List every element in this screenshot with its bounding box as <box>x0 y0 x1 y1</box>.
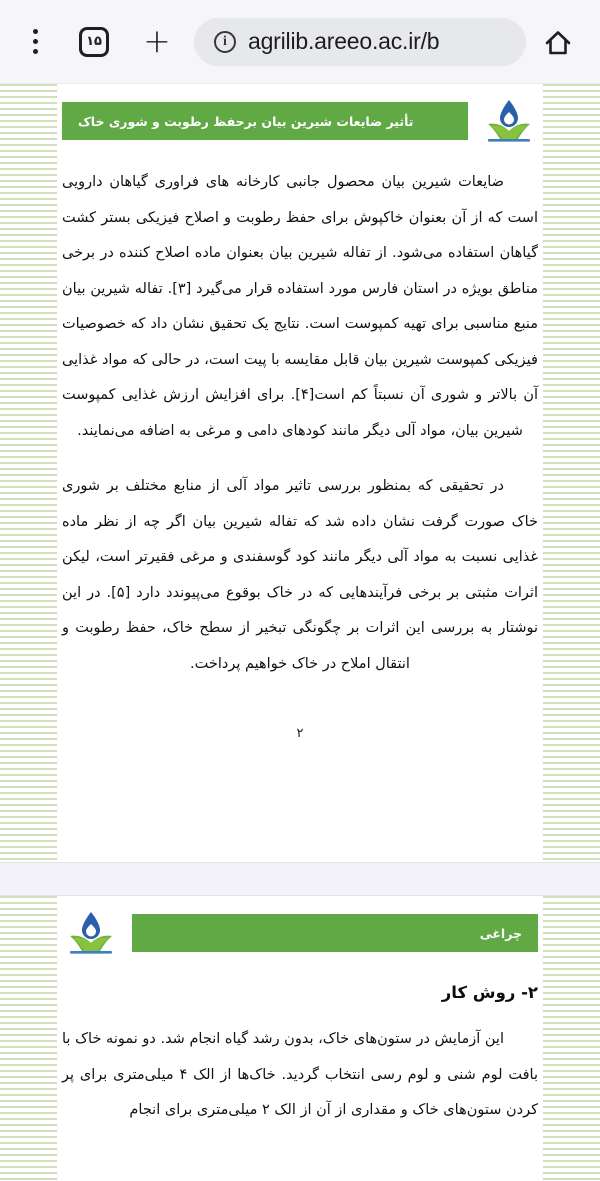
tab-counter-button[interactable] <box>66 20 122 64</box>
page-separator <box>0 862 600 896</box>
pdf-page <box>0 84 600 862</box>
address-bar[interactable] <box>194 18 526 66</box>
page-number: ۲ <box>296 726 304 742</box>
body-paragraph: این آزمایش در ستون‌های خاک، بدون رشد گیاه انجام شد. دو نمونه خاک با بافت لوم شنی و لوم رسی انتخاب گردید. خاک‌ها از الک ۴ میلی‌متری برای پر کردن ستون‌های خاک و مقداری از آن از الک ۲ میلی‌متری برای انجام <box>62 1031 538 1119</box>
running-head-banner <box>132 914 538 952</box>
running-head <box>62 97 538 145</box>
running-head-banner <box>62 102 468 140</box>
section-heading: ۲- روش کار <box>441 983 538 1002</box>
menu-dot <box>33 29 38 34</box>
agrilib-logo <box>62 910 120 956</box>
body-paragraph: در تحقیقی که بمنظور بررسی تاثیر مواد آلی از منابع مختلف بر شوری خاک صورت گرفت نشان داده شد که تفاله شیرین بیان اگر چه از نظر ماده غذایی نسبت به مواد آلی دیگر مانند کود گوسفندی و مرغی فقیرتر است، لیکن اثرات مثبتی بر برخی فرآیندهایی که در خاک بوقوع می‌پیوندد دارد [۵]. در این نوشتار به بررسی این اثرات بر چگونگی تبخیر از سطح خاک، حفظ رطوبت و انتقال املاح در خاک خواهیم پرداخت. <box>62 478 538 672</box>
page-content <box>0 97 600 811</box>
menu-dot <box>33 49 38 54</box>
body-paragraph: ضایعات شیرین بیان محصول جانبی کارخانه های فراوری گیاهان دارویی است که از آن بعنوان خاکپوش برای حفظ رطوبت و اصلاح فیزیکی بستر کشت گیاهان استفاده می‌شود. از تفاله شیرین بیان بعنوان ماده اصلاح کننده در برخی مناطق بویژه در استان فارس مورد استفاده قرار می‌گیرد [۳]. تفاله شیرین بیان منبع مناسبی برای تهیه کمپوست است. نتایج یک تحقیق نشان داد که خصوصیات فیزیکی کمپوست شیرین بیان قابل مقایسه با پیت است، در حالی که مواد غذایی آن بالاتر و شوری آن نسبتاً کم است[۴]. برای افزایش ارزش غذایی کمپوست شیرین بیان، مواد آلی دیگر مانند کودهای دامی و مرغی به اضافه می‌نمایند. <box>62 174 538 439</box>
url-text: agrilib.areeo.ac.ir/b <box>248 28 440 54</box>
site-info-icon[interactable]: i <box>214 31 236 53</box>
menu-dot <box>33 39 38 44</box>
running-head <box>62 909 538 957</box>
tab-count-label: ۱۵ <box>79 27 109 57</box>
agrilib-logo <box>480 98 538 144</box>
running-head-title: تأثیر ضایعات شیرین بیان برحفظ رطوبت و شوری خاک <box>78 113 414 129</box>
new-tab-button[interactable]: + <box>143 21 171 61</box>
browser-toolbar <box>0 0 600 84</box>
page-bottom-spacer <box>62 741 538 811</box>
pdf-viewport[interactable] <box>0 84 600 1181</box>
pdf-page <box>0 896 600 1181</box>
three-dots-menu-icon[interactable] <box>18 20 52 64</box>
page-content <box>0 909 600 1129</box>
home-icon[interactable] <box>534 20 582 64</box>
running-head-author: چراغی <box>479 925 522 941</box>
